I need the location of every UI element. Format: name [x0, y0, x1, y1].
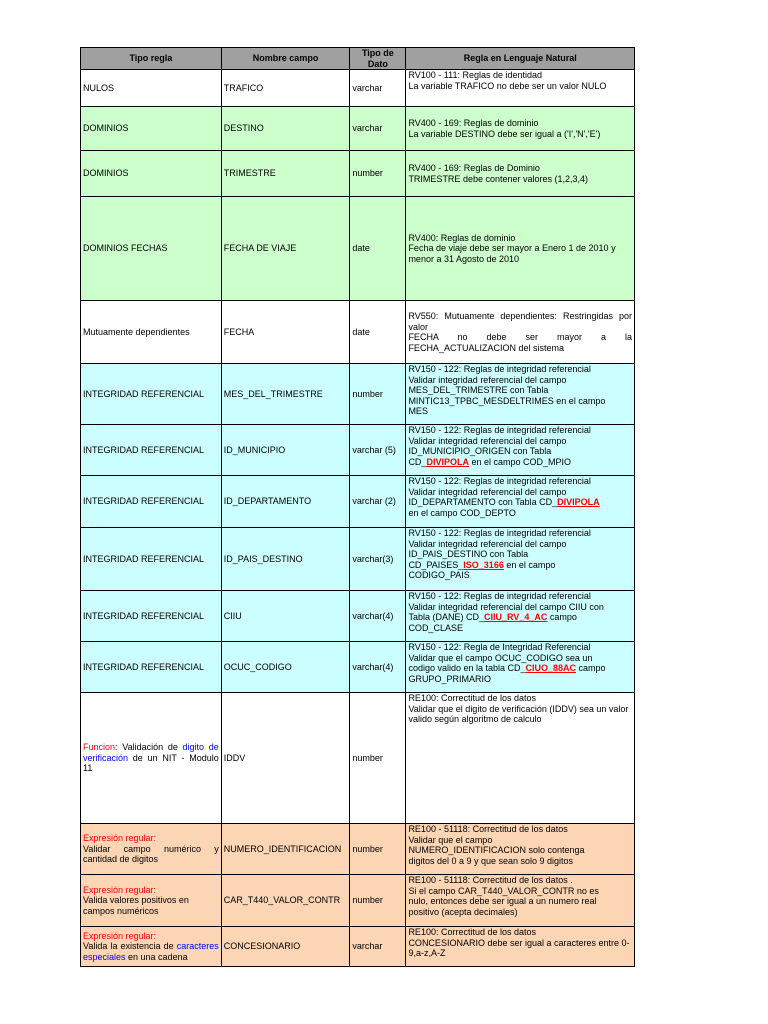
rule-line: Si el campo CAR_T440_VALOR_CONTR no es — [408, 885, 599, 896]
cell-tipo: INTEGRIDAD REFERENCIAL — [81, 364, 222, 425]
rule-line: CONCESIONARIO debe ser igual a caracteres entre 0-9,a-z,A-Z — [408, 937, 630, 958]
cell-dato: number — [350, 875, 406, 927]
cell-regla — [406, 927, 635, 967]
rule-line: RV400 - 169: Reglas de dominio — [408, 118, 539, 128]
table-row — [81, 301, 635, 364]
header-nombre-campo: Nombre campo — [221, 48, 350, 70]
cell-regla — [406, 364, 635, 425]
tipo-prefix: Expresión regular: — [83, 833, 157, 844]
header-tipo-dato: Tipo de Dato — [350, 48, 406, 70]
table-row — [81, 528, 635, 591]
rule-line: MES_DEL_TRIMESTRE con Tabla — [408, 385, 549, 395]
rule-line: Validar integridad referencial del campo — [408, 486, 567, 497]
cell-campo: IDDV — [221, 693, 350, 824]
rule-line: CODIGO_PAIS — [408, 570, 470, 580]
rule-line: nulo, entonces debe ser igual a un numero real — [408, 896, 597, 906]
cell-tipo: INTEGRIDAD REFERENCIAL — [81, 425, 222, 476]
cell-dato: date — [350, 301, 406, 364]
rule-line: La variable DESTINO debe ser igual a ('I','N','E') — [408, 128, 601, 139]
tipo-prefix: Expresión regular: — [83, 930, 157, 941]
cell-dato: varchar — [350, 927, 406, 967]
rule-line: Validar que el digito de verificación (IDDV) sea un valor valido según algoritmo de calculo — [408, 703, 629, 724]
tipo-text: Validar campo numérico y cantidad de digitos — [83, 843, 219, 865]
cell-tipo: DOMINIOS — [81, 107, 222, 151]
cell-dato: varchar — [350, 107, 406, 151]
cell-tipo — [81, 693, 222, 824]
cell-campo: DESTINO — [221, 107, 350, 151]
rule-line: RV150 - 122: Reglas de integridad referencial — [408, 476, 591, 486]
rules-table — [80, 47, 635, 967]
rule-line: NUMERO_IDENTIFICACION solo contenga — [408, 845, 585, 855]
cell-campo: ID_MUNICIPIO — [221, 425, 350, 476]
rule-line: MES — [408, 406, 428, 416]
rule-line: La variable TRAFICO no debe ser un valor NULO — [408, 80, 607, 91]
cell-campo: MES_DEL_TRIMESTRE — [221, 364, 350, 425]
tipo-text: Valida la existencia de — [83, 941, 177, 952]
cell-campo: CONCESIONARIO — [221, 927, 350, 967]
rule-line: digitos del 0 a 9 y que sean solo 9 digitos — [408, 855, 574, 866]
rule-line: FECHA no debe ser mayor a la — [408, 332, 632, 342]
table-ref-ciuo: CIUO_88AC — [525, 663, 577, 673]
cell-tipo: INTEGRIDAD REFERENCIAL — [81, 591, 222, 642]
rule-line — [408, 663, 632, 674]
cell-dato: number — [350, 151, 406, 197]
rule-line: Validar integridad referencial del campo — [408, 538, 567, 549]
rule-line: RE100: Correctitud de los datos — [408, 927, 537, 937]
tipo-prefix: Funcion: — [83, 742, 118, 753]
cell-campo: FECHA DE VIAJE — [221, 197, 350, 301]
cell-dato: date — [350, 197, 406, 301]
cell-tipo: DOMINIOS — [81, 151, 222, 197]
rule-text: CD_PAISES_ — [408, 559, 464, 570]
cell-regla — [406, 197, 635, 301]
cell-regla — [406, 528, 635, 591]
cell-dato: varchar (2) — [350, 476, 406, 528]
cell-regla — [406, 301, 635, 364]
cell-dato: varchar(4) — [350, 591, 406, 642]
cell-tipo: INTEGRIDAD REFERENCIAL — [81, 528, 222, 591]
rule-line: Validar integridad referencial del campo — [408, 374, 567, 385]
rule-text: campo — [547, 612, 577, 622]
cell-campo: FECHA — [221, 301, 350, 364]
rule-text: ID_DEPARTAMENTO con Tabla CD_ — [408, 497, 558, 507]
rule-line: RV150 - 122: Reglas de integridad referencial — [408, 591, 591, 601]
cell-dato: varchar (5) — [350, 425, 406, 476]
rule-line: TRIMESTRE debe contener valores (1,2,3,4) — [408, 173, 589, 184]
rule-line: ID_MUNICIPIO_ORIGEN con Tabla — [408, 446, 552, 456]
cell-dato: varchar(4) — [350, 642, 406, 693]
cell-regla — [406, 476, 635, 528]
tipo-prefix: Expresión regular: — [83, 884, 157, 895]
rule-line — [408, 560, 632, 571]
rule-line: Fecha de viaje debe ser mayor a Enero 1 de 2010 y menor a 31 Agosto de 2010 — [408, 243, 616, 264]
cell-dato: varchar(3) — [350, 528, 406, 591]
table-row — [81, 693, 635, 824]
rule-line: Validar que el campo — [408, 834, 493, 845]
rule-line — [408, 497, 632, 508]
rule-line: FECHA_ACTUALIZACION del sistema — [408, 342, 564, 353]
cell-campo: ID_DEPARTAMENTO — [221, 476, 350, 528]
cell-campo: OCUC_CODIGO — [221, 642, 350, 693]
tipo-text: en una cadena — [125, 951, 188, 962]
rule-line: RV150 - 122: Reglas de integridad referencial — [408, 425, 591, 435]
table-row — [81, 364, 635, 425]
table-row — [81, 151, 635, 197]
table-row — [81, 425, 635, 476]
header-tipo-regla: Tipo regla — [81, 48, 222, 70]
rule-line: positivo (acepta decimales) — [408, 906, 518, 917]
rule-line — [408, 612, 632, 623]
table-row — [81, 591, 635, 642]
rule-text: codigo valido en la tabla CD_ — [408, 663, 526, 673]
rule-line: RE100: Correctitud de los datos — [408, 693, 537, 703]
cell-campo: ID_PAIS_DESTINO — [221, 528, 350, 591]
rule-line: RV400 - 169: Reglas de Dominio — [408, 163, 540, 173]
cell-tipo: NULOS — [81, 70, 222, 107]
rule-line: RV400: Reglas de dominio — [408, 232, 516, 243]
cell-campo: TRAFICO — [221, 70, 350, 107]
cell-regla — [406, 151, 635, 197]
rule-line: RV150 - 122: Reglas de integridad referencial — [408, 364, 591, 374]
tipo-text: de un NIT - Modulo 11 — [83, 752, 219, 774]
table-ref-divipola: DIVIPOLA — [557, 497, 600, 507]
rule-line: Validar integridad referencial del campo CIIU con — [408, 601, 604, 612]
rule-line: RE100 - 51118: Correctitud de los datos . — [408, 875, 573, 885]
rule-text: CD_ — [408, 456, 427, 467]
table-row — [81, 107, 635, 151]
cell-regla — [406, 70, 635, 107]
table-row — [81, 875, 635, 927]
table-row — [81, 927, 635, 967]
cell-regla — [406, 824, 635, 875]
table-row — [81, 476, 635, 528]
cell-tipo — [81, 875, 222, 927]
rule-line — [408, 457, 632, 468]
rule-text: campo — [576, 663, 606, 673]
cell-regla — [406, 425, 635, 476]
rule-line: GRUPO_PRIMARIO — [408, 673, 491, 684]
cell-regla — [406, 107, 635, 151]
cell-campo: TRIMESTRE — [221, 151, 350, 197]
rule-line: RV100 - 111: Reglas de identidad — [408, 70, 543, 80]
cell-campo: CIIU — [221, 591, 350, 642]
cell-dato: number — [350, 364, 406, 425]
cell-dato: varchar — [350, 70, 406, 107]
table-ref-divipola: DIVIPOLA — [426, 456, 469, 467]
cell-regla — [406, 693, 635, 824]
table-ref-ciiu: CIIU_RV_4_AC — [483, 612, 548, 622]
cell-campo: CAR_T440_VALOR_CONTR — [221, 875, 350, 927]
rule-text: Tabla (DANE) CD_ — [408, 612, 484, 622]
tipo-text: Valida valores positivos en campos numéricos — [83, 895, 189, 916]
rule-line: ID_PAIS_DESTINO con Tabla — [408, 549, 529, 559]
cell-dato: number — [350, 824, 406, 875]
tipo-text: Validación de — [117, 742, 183, 753]
rule-text: en el campo — [503, 559, 556, 570]
cell-tipo: DOMINIOS FECHAS — [81, 197, 222, 301]
table-ref-iso-3166: ISO_3166 — [463, 559, 504, 570]
tipo-highlight: caracteres especiales — [83, 941, 219, 962]
cell-tipo: INTEGRIDAD REFERENCIAL — [81, 476, 222, 528]
cell-dato: number — [350, 693, 406, 824]
rule-line: RV550: Mutuamente dependientes: Restringidas por valor — [408, 311, 632, 332]
tipo-highlight: digito de verificación — [83, 742, 219, 763]
cell-tipo — [81, 824, 222, 875]
table-row — [81, 70, 635, 107]
rule-line: RE100 - 51118: Correctitud de los datos — [408, 824, 568, 834]
cell-tipo: Mutuamente dependientes — [81, 301, 222, 364]
cell-tipo: INTEGRIDAD REFERENCIAL — [81, 642, 222, 693]
header-row — [81, 48, 635, 70]
cell-tipo — [81, 927, 222, 967]
rule-line: MINTIC13_TPBC_MESDELTRIMES en el campo — [408, 395, 606, 406]
rule-line: RV150 - 122: Regla de Integridad Referencial — [408, 642, 591, 652]
cell-regla — [406, 875, 635, 927]
rule-line: COD_CLASE — [408, 622, 463, 633]
cell-regla — [406, 642, 635, 693]
table-row — [81, 197, 635, 301]
header-regla: Regla en Lenguaje Natural — [406, 48, 635, 70]
rule-line: Validar integridad referencial del campo — [408, 435, 567, 446]
rule-line: en el campo COD_DEPTO — [408, 507, 516, 518]
rule-line: Validar que el campo OCUC_CODIGO sea un — [408, 652, 593, 663]
table-row — [81, 642, 635, 693]
table-row — [81, 824, 635, 875]
cell-campo: NUMERO_IDENTIFICACION — [221, 824, 350, 875]
cell-regla — [406, 591, 635, 642]
rule-text: en el campo COD_MPIO — [468, 456, 572, 467]
rule-line: RV150 - 122: Reglas de integridad referencial — [408, 528, 591, 538]
